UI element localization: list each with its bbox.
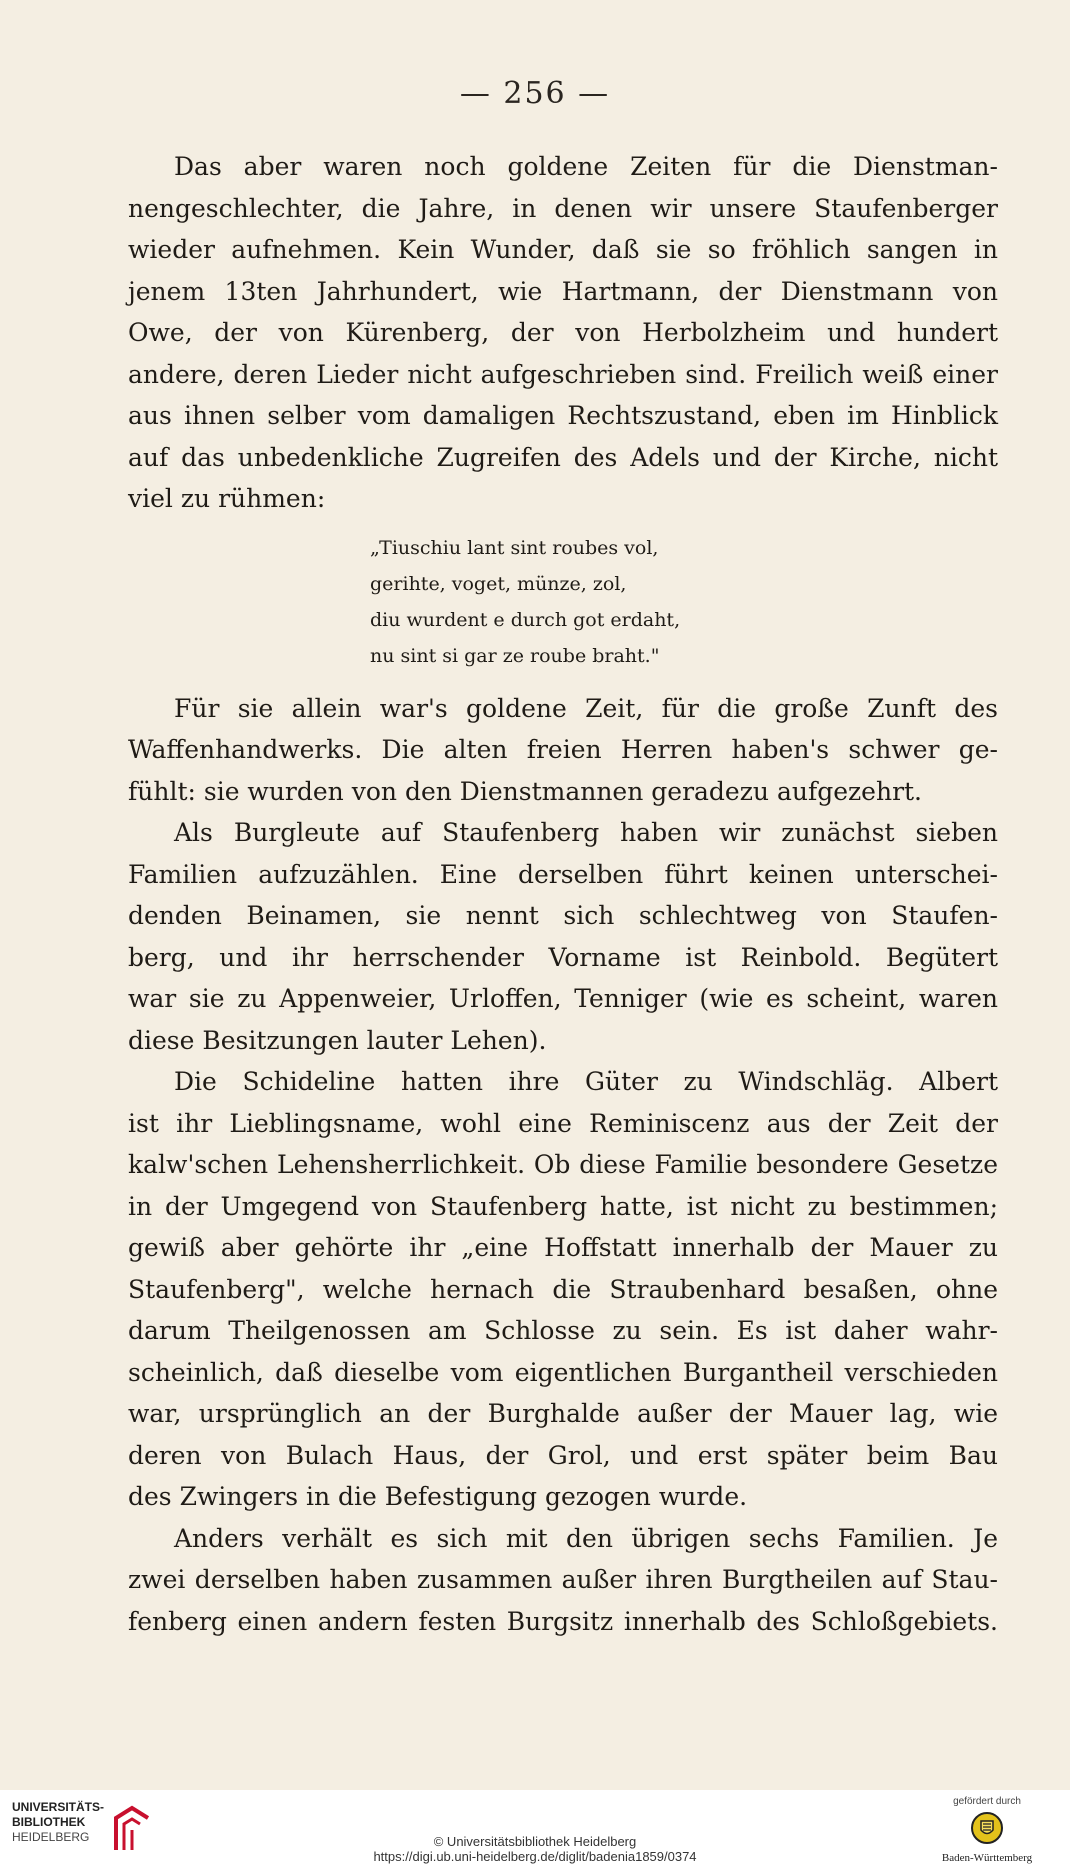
text-line: gewiß aber gehörte ihr „eine Hoffstatt innerhalb der Mauer zu <box>128 1233 998 1262</box>
text-line: andere, deren Lieder nicht aufgeschrieben sind. Freilich weiß einer <box>128 359 998 389</box>
text-line: deren von Bulach Haus, der Grol, und erst später beim Bau <box>128 1440 998 1470</box>
library-logo[interactable] <box>12 1800 162 1860</box>
permalink-url[interactable]: https://digi.ub.uni-heidelberg.de/diglit/badenia1859/0374 <box>373 1849 697 1864</box>
state-seal-icon <box>970 1811 1004 1845</box>
text-line: wieder aufnehmen. Kein Wunder, daß sie so fröhlich sangen in <box>128 235 998 264</box>
text-line: des Zwingers in die Befestigung gezogen wurde. <box>128 1482 748 1511</box>
text-line: aus ihnen selber vom damaligen Rechtszustand, eben im Hinblick <box>128 401 998 430</box>
text-line: darum Theilgenossen am Schlosse zu sein. Es ist daher wahr- <box>128 1316 998 1345</box>
text-line: ist ihr Lieblingsname, wohl eine Reminiscenz aus der Zeit der <box>128 1108 998 1138</box>
text-line: zwei derselben haben zusammen außer ihren Burgtheilen auf Stau- <box>128 1565 998 1594</box>
text-line: Waffenhandwerks. Die alten freien Herren haben's schwer ge- <box>128 735 998 764</box>
text-line: Das aber waren noch goldene Zeiten für die Dienstman- <box>174 152 998 181</box>
text-line: Die Schideline hatten ihre Güter zu Windschläg. Albert <box>174 1067 998 1096</box>
text-line: jenem 13ten Jahrhundert, wie Hartmann, der Dienstmann von <box>128 276 998 306</box>
text-line: war, ursprünglich an der Burghalde außer der Mauer lag, wie <box>128 1399 998 1428</box>
text-line: kalw'schen Lehensherrlichkeit. Ob diese Familie besondere Gesetze <box>128 1150 998 1179</box>
text-line: Anders verhält es sich mit den übrigen sechs Familien. Je <box>174 1523 998 1553</box>
library-name-line3: HEIDELBERG <box>12 1830 90 1844</box>
text-line: diese Besitzungen lauter Lehen). <box>128 1025 547 1055</box>
text-line: war sie zu Appenweier, Urloffen, Tenniger (wie es scheint, waren <box>128 984 998 1013</box>
paragraph-1 <box>128 146 998 520</box>
paragraph-3 <box>128 812 998 1061</box>
text-line: fenberg einen andern festen Burgsitz innerhalb des Schloßgebiets. <box>128 1606 998 1636</box>
page-number: — 256 — <box>459 76 611 111</box>
text-line: denden Beinamen, sie nennt sich schlechtweg von Staufen- <box>128 901 998 930</box>
footer-credits <box>300 1834 770 1864</box>
text-line: Als Burgleute auf Staufenberg haben wir zunächst sieben <box>174 818 998 847</box>
poem-line: diu wurdent e durch got erdaht, <box>370 608 681 631</box>
text-line: viel zu rühmen: <box>128 484 326 513</box>
text-line: auf das unbedenkliche Zugreifen des Adels und der Kirche, nicht <box>128 442 998 472</box>
paragraph-5 <box>128 1518 998 1643</box>
footer-bar <box>0 1790 1070 1867</box>
text-line: nengeschlechter, die Jahre, in denen wir unsere Staufenberger <box>128 193 998 223</box>
text-line: berg, und ihr herrschender Vorname ist Reinbold. Begütert <box>128 942 998 972</box>
poem-line: „Tiuschiu lant sint roubes vol, <box>370 536 659 559</box>
funded-by-label: gefördert durch <box>953 1796 1021 1807</box>
text-line: Familien aufzuzählen. Eine derselben führt keinen unterschei- <box>128 859 998 889</box>
funder-block <box>922 1796 1052 1864</box>
poem-line: gerihte, voget, münze, zol, <box>370 572 627 595</box>
library-name-line1: UNIVERSITÄTS- <box>12 1800 105 1814</box>
library-logo-icon <box>110 1804 154 1856</box>
text-line: Für sie allein war's goldene Zeit, für die große Zunft des <box>174 693 998 723</box>
funder-name: Baden-Württemberg <box>941 1852 1033 1864</box>
text-line: in der Umgegend von Staufenberg hatte, ist nicht zu bestimmen; <box>128 1191 998 1221</box>
text-line: fühlt: sie wurden von den Dienstmannen geradezu aufgezehrt. <box>128 776 923 806</box>
text-line: Staufenberg", welche hernach die Straubenhard besaßen, ohne <box>128 1274 998 1304</box>
text-line: scheinlich, daß dieselbe vom eigentlichen Burgantheil verschieden <box>128 1357 998 1387</box>
poem-line: nu sint si gar ze roube braht." <box>370 644 660 667</box>
paragraph-2 <box>128 688 998 813</box>
paragraph-4 <box>128 1061 998 1518</box>
copyright-text: © Universitätsbibliothek Heidelberg <box>433 1834 637 1849</box>
poem-quote <box>370 530 998 674</box>
library-name-line2: BIBLIOTHEK <box>12 1815 86 1829</box>
page-body <box>128 146 998 1642</box>
text-line: Owe, der von Kürenberg, der von Herbolzheim und hundert <box>128 318 998 347</box>
